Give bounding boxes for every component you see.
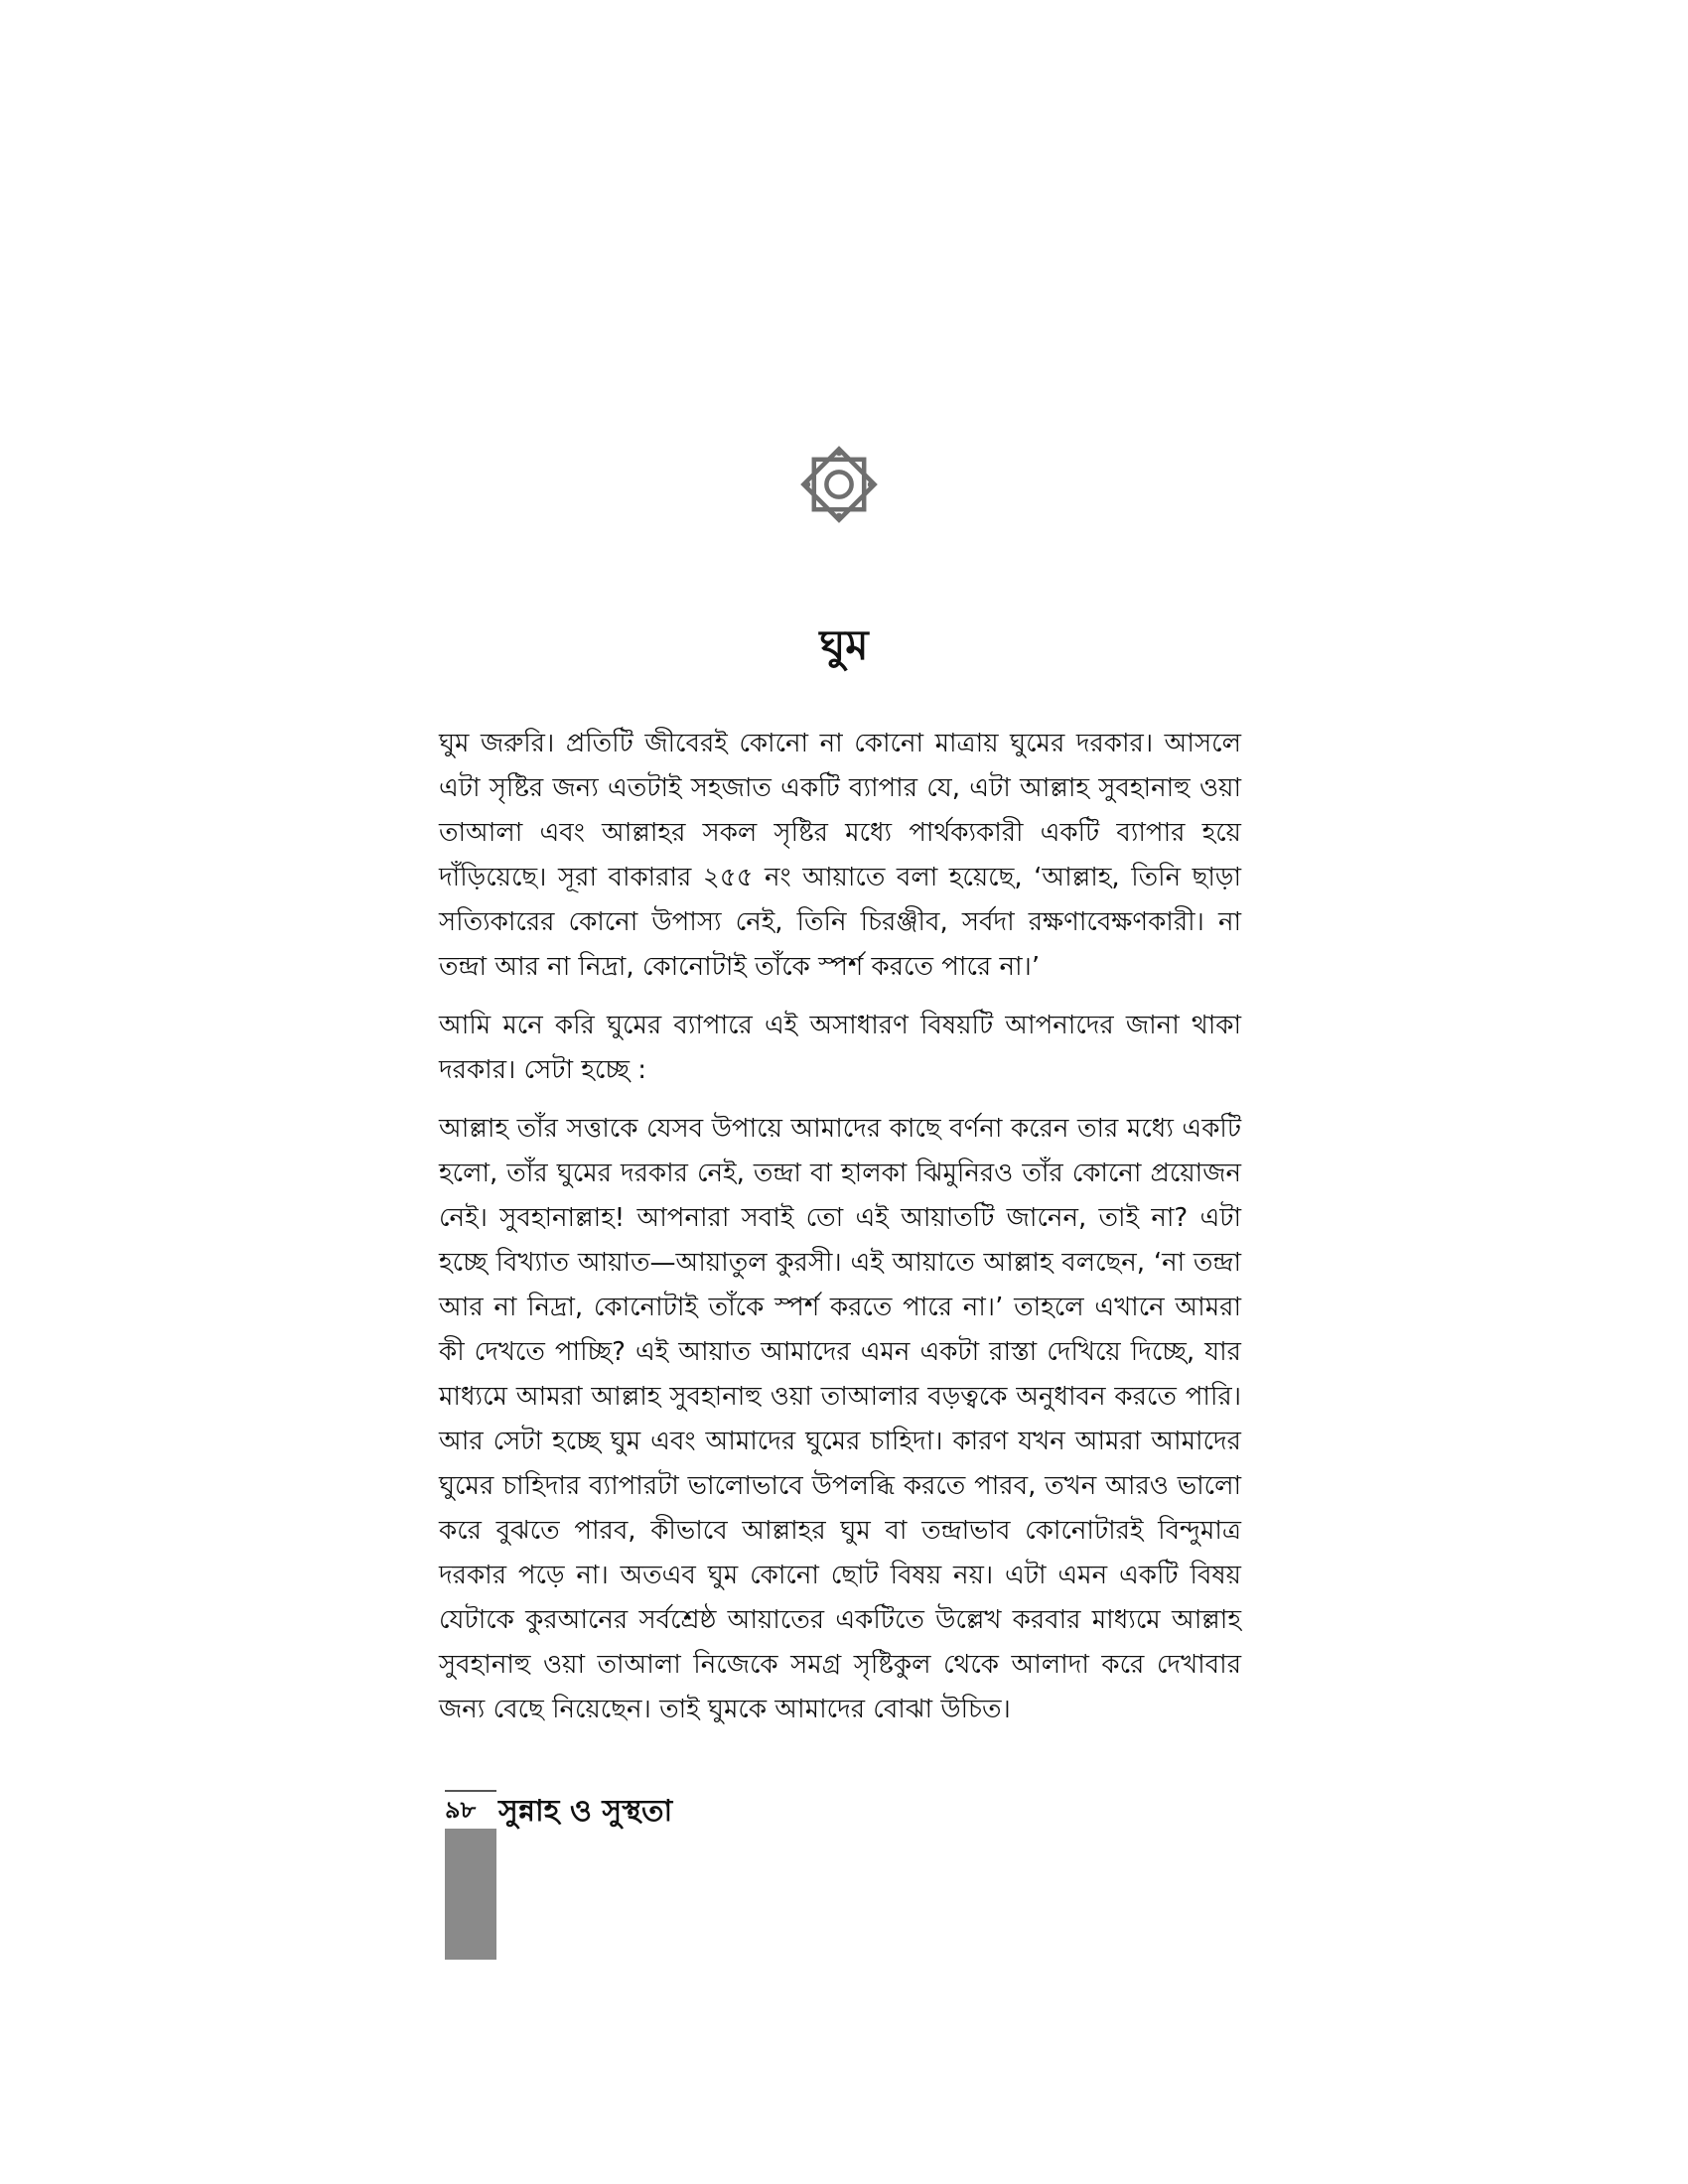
page-number: ৯৮ bbox=[445, 1796, 477, 1824]
paragraph-2: আমি মনে করি ঘুমের ব্যাপারে এই অসাধারণ বিষয়টি আপনাদের জানা থাকা দরকার। সেটা হচ্ছে : bbox=[439, 1011, 1241, 1085]
page-thumb-tab bbox=[445, 1829, 496, 1960]
body-text bbox=[439, 722, 1241, 1746]
eight-point-star-ornament-icon bbox=[794, 440, 884, 529]
paragraph-1: ঘুম জরুরি। প্রতিটি জীবেরই কোনো না কোনো মাত্রায় ঘুমের দরকার। আসলে এটা সৃষ্টির জন্য এতটাই সহজাত একটি ব্যাপার যে, এটা আল্লাহ সুবহানাহু ওয়া তাআলা এবং আল্লাহর সকল সৃষ্টির মধ্যে পার্থক্যকারী একটি ব্যাপার হয়ে দাঁড়িয়েছে। সূরা বাকারার ২৫৫ নং আয়াতে বলা হয়েছে, ‘আল্লাহ, তিনি ছাড়া সত্যিকারের কোনো উপাস্য নেই, তিনি চিরঞ্জীব, সর্বদা রক্ষণাবেক্ষণকারী। না তন্দ্রা আর না নিদ্রা, কোনোটাই তাঁকে স্পর্শ করতে পারে না।’ bbox=[439, 729, 1241, 982]
chapter-title: ঘুম bbox=[819, 620, 869, 669]
page-footer bbox=[445, 1792, 672, 1832]
running-book-title: সুন্নাহ ও সুস্থতা bbox=[498, 1793, 673, 1829]
paragraph-3: আল্লাহ তাঁর সত্তাকে যেসব উপায়ে আমাদের কাছে বর্ণনা করেন তার মধ্যে একটি হলো, তাঁর ঘুমের দরকার নেই, তন্দ্রা বা হালকা ঝিমুনিরও তাঁর কোনো প্রয়োজন নেই। সুবহানাল্লাহ! আপনারা সবাই তো এই আয়াতটি জানেন, তাই না? এটা হচ্ছে বিখ্যাত আয়াত—আয়াতুল কুরসী। এই আয়াতে আল্লাহ বলছেন, ‘না তন্দ্রা আর না নিদ্রা, কোনোটাই তাঁকে স্পর্শ করতে পারে না।’ তাহলে এখানে আমরা কী দেখতে পাচ্ছি? এই আয়াত আমাদের এমন একটা রাস্তা দেখিয়ে দিচ্ছে, যার মাধ্যমে আমরা আল্লাহ সুবহানাহু ওয়া তাআলার বড়ত্বকে অনুধাবন করতে পারি। আর সেটা হচ্ছে ঘুম এবং আমাদের ঘুমের চাহিদা। কারণ যখন আমরা আমাদের ঘুমের চাহিদার ব্যাপারটা ভালোভাবে উপলব্ধি করতে পারব, তখন আরও ভালো করে বুঝতে পারব, কীভাবে আল্লাহর ঘুম বা তন্দ্রাভাব কোনোটারই বিন্দুমাত্র দরকার পড়ে না। অতএব ঘুম কোনো ছোট বিষয় নয়। এটা এমন একটি বিষয় যেটাকে কুরআনের সর্বশ্রেষ্ঠ আয়াতের একটিতে উল্লেখ করবার মাধ্যমে আল্লাহ সুবহানাহু ওয়া তাআলা নিজেকে সমগ্র সৃষ্টিকুল থেকে আলাদা করে দেখাবার জন্য বেছে নিয়েছেন। তাই ঘুমকে আমাদের বোঝা উচিত। bbox=[439, 1114, 1241, 1724]
